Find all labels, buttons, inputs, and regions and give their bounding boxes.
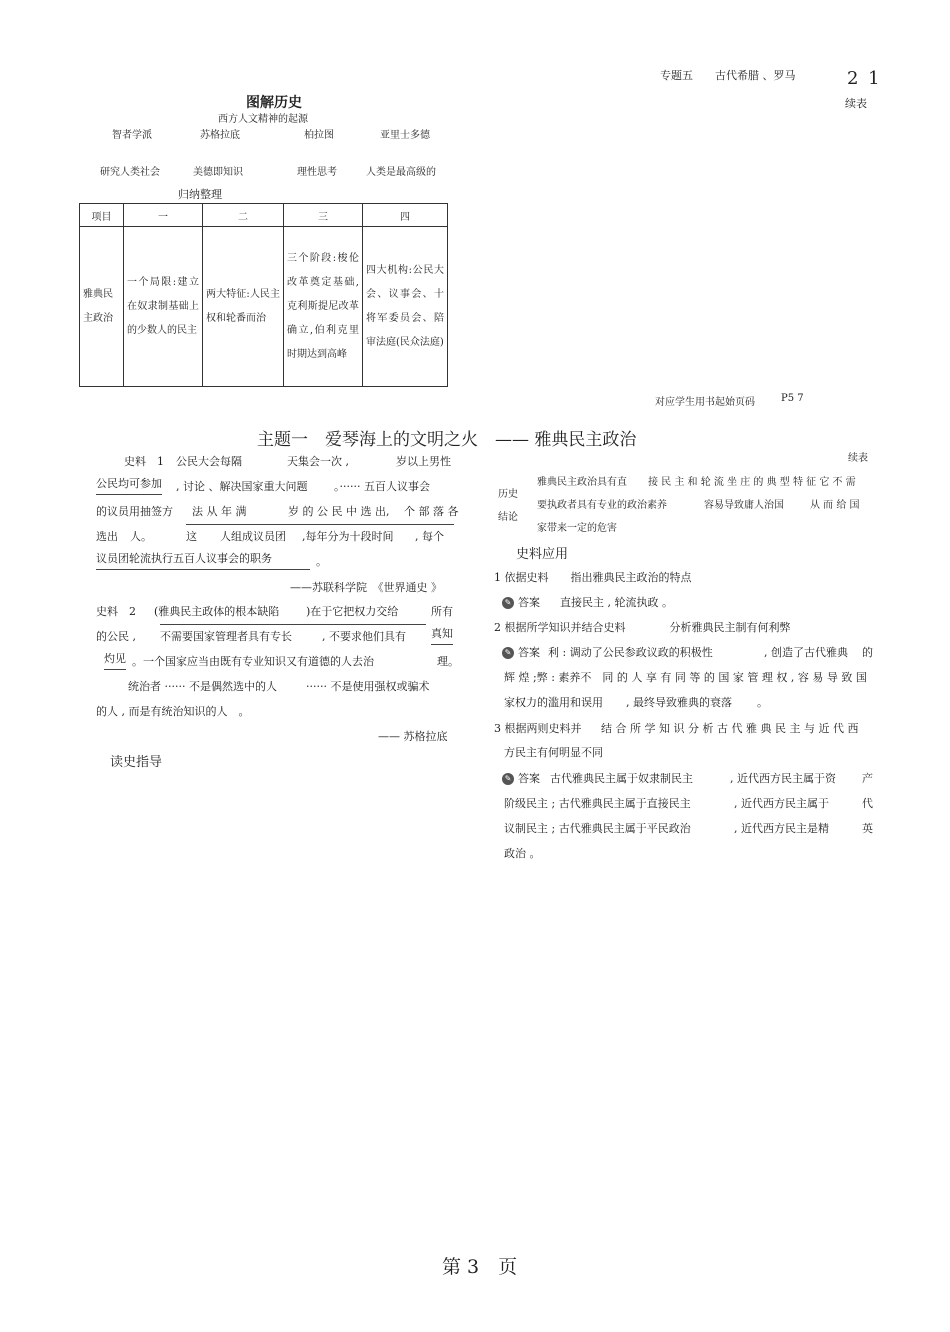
chapter-title: 古代希腊 、罗马: [715, 69, 796, 82]
answer-3: [502, 766, 540, 791]
source1-text: 个 部 落 各: [404, 505, 459, 518]
conclusion-text: 家带来一定的危害: [537, 523, 617, 534]
answer-3-text: , 近代西方民主是精: [734, 822, 829, 835]
answer-label: 答案: [518, 646, 540, 659]
source1-text: 公民大会每隔: [176, 455, 242, 468]
source2-text: 不需要国家管理者具有专长: [160, 630, 292, 643]
answer-icon: ✎: [502, 773, 514, 785]
source2-text: )在于它把权力交给: [306, 605, 399, 618]
source1-text: 天集会一次 ,: [287, 455, 349, 468]
answer-3-text: 英: [862, 822, 873, 835]
source2-underlined: 真知: [431, 624, 453, 645]
answer-3-text: 议制民主 ; 古代雅典民主属于平民政治: [504, 822, 691, 835]
answer-icon: ✎: [502, 647, 514, 659]
answer-1: [502, 590, 540, 615]
question-2: 2 根据所学知识并结合史料 分析雅典民主制有何利弊: [494, 621, 791, 634]
answer-label: 答案: [518, 772, 540, 785]
cell-limitation: 一个局限:建立在奴隶制基础上的少数人的民主: [124, 227, 203, 387]
source2-text: 。一个国家应当由既有专业知识又有道德的人去治: [132, 655, 374, 668]
answer-label: 答案: [518, 596, 540, 609]
source2-text: 的人 , 而是有统治知识的人 。: [96, 705, 250, 718]
header-item: 项目: [80, 204, 124, 227]
conclusion-text: 雅典民主政治具有直: [537, 477, 627, 488]
answer-3-text: 政治 。: [504, 847, 541, 860]
source1-text: 法 从 年 满: [192, 505, 247, 518]
source2-label: 史料 2: [96, 605, 136, 618]
question-3: 方民主有何明显不同: [504, 746, 603, 759]
question-3: 3 根据两则史料并: [494, 722, 582, 735]
source1-text: 选出: [96, 530, 118, 543]
question-1: 1 依据史料 指出雅典民主政治的特点: [494, 571, 692, 584]
idea-3: 理性思考: [297, 167, 337, 178]
source2-text: 所有: [431, 605, 453, 618]
philosopher-3: 柏拉图: [304, 130, 334, 141]
idea-2: 美德即知识: [193, 167, 243, 178]
conclusion-text: 从 而 给 国: [810, 500, 860, 511]
answer-3-text: 阶级民主 ; 古代雅典民主属于直接民主: [504, 797, 691, 810]
source2-text: (雅典民主政体的根本缺陷: [154, 605, 280, 618]
source2-citation: —— 苏格拉底: [378, 730, 448, 743]
philosopher-2: 苏格拉底: [200, 130, 240, 141]
answer-2-text: , 创造了古代雅典: [764, 646, 848, 659]
page-ref-label: 对应学生用书起始页码: [655, 397, 755, 408]
source1-text: 。······ 五百人议事会: [334, 480, 430, 493]
source1-text: 岁 的 公 民 中 选 出,: [288, 505, 390, 518]
source2-underlined: 灼见: [104, 649, 126, 670]
source1-text: , 讨论 、解决国家重大问题: [176, 480, 308, 493]
reading-guide-heading: 读史指导: [110, 755, 163, 770]
cell-institutions: 四大机构:公民大会、议事会、十将军委员会、陪审法庭(民众法庭): [363, 227, 448, 387]
answer-icon: ✎: [502, 597, 514, 609]
footer-page-number: 第 3 页: [442, 1256, 518, 1278]
chapter-label: 专题五: [660, 69, 693, 82]
source1-text: 人。: [130, 530, 152, 543]
theme-title: 主题一 爱琴海上的文明之火 —— 雅典民主政治: [257, 430, 637, 450]
cell-stages: 三个阶段:梭伦改革奠定基础,克利斯提尼改革确立,伯利克里时期达到高峰: [284, 227, 363, 387]
source1-text: ,每年分为十段时间: [302, 530, 394, 543]
source1-label: 史料 1: [124, 455, 164, 468]
question-3: 结 合 所 学 知 识 分 析 古 代 雅 典 民 主 与 近 代 西: [601, 722, 859, 735]
section-heading: 史料应用: [516, 547, 569, 562]
conclusion-label-2: 结论: [498, 512, 518, 523]
answer-1-text: 直接民主 , 轮流执政 。: [560, 596, 673, 609]
source2-text: , 不要求他们具有: [322, 630, 406, 643]
source2-text: 理。: [437, 655, 459, 668]
idea-4: 人类是最高级的: [366, 167, 436, 178]
answer-3-text: , 近代西方民主属于资: [730, 772, 836, 785]
header-3: 三: [284, 204, 363, 227]
answer-3-text: 古代雅典民主属于奴隶制民主: [550, 772, 693, 785]
header-1: 一: [124, 204, 203, 227]
summary-title: 归纳整理: [178, 188, 222, 201]
diagram-logo: 图解历史: [246, 95, 302, 111]
answer-2-text: 。: [757, 696, 768, 709]
answer-3-text: , 近代西方民主属于: [734, 797, 829, 810]
answer-3-text: 代: [862, 797, 873, 810]
source2-text: 统治者 ······ 不是偶然选中的人: [128, 680, 277, 693]
idea-1: 研究人类社会: [100, 167, 160, 178]
source1-underlined: 议员团轮流执行五百人议事会的职务: [96, 549, 310, 570]
source2-text: 的公民 ,: [96, 630, 136, 643]
header-2: 二: [203, 204, 284, 227]
row-label: 雅典民主政治: [80, 227, 124, 387]
conclusion-text: 接 民 主 和 轮 流 坐 庄 的 典 型 特 征 它 不 需: [648, 477, 856, 488]
source1-text: 。: [316, 555, 327, 568]
header-4: 四: [363, 204, 448, 227]
answer-3-text: 产: [862, 772, 873, 785]
answer-2-text: 的: [862, 646, 873, 659]
source1-text: , 每个: [415, 530, 444, 543]
continued-label: 续表: [845, 97, 867, 110]
source1-text: 岁以上男性: [396, 455, 451, 468]
answer-2-text: 利 : 调动了公民参政议政的积极性: [548, 646, 713, 659]
continued-label-2: 续表: [848, 453, 868, 464]
source1-citation: ——苏联科学院 《世界通史 》: [290, 581, 442, 594]
summary-table: [79, 203, 448, 387]
answer-2-text: , 最终导致雅典的衰落: [626, 696, 732, 709]
source1-underlined: 公民均可参加: [96, 474, 162, 495]
source1-text: 这: [186, 530, 197, 543]
conclusion-label-1: 历史: [498, 489, 518, 500]
page-ref-value: P5 7: [781, 393, 804, 404]
philosopher-1: 智者学派: [112, 130, 152, 141]
answer-2: [502, 640, 540, 665]
source2-text: ······ 不是使用强权或骗术: [306, 680, 430, 693]
page-number: 2 1: [847, 68, 882, 89]
source1-text: 的议员用抽签方: [96, 505, 173, 518]
answer-2-text: 辉 煌 ;弊 : 素养不 同 的 人 享 有 同 等 的 国 家 管 理 权 , 容 易 导 致 国: [504, 671, 867, 684]
philosopher-4: 亚里士多德: [380, 130, 430, 141]
cell-features: 两大特征:人民主权和轮番而治: [203, 227, 284, 387]
diagram-title: 西方人文精神的起源: [218, 114, 308, 125]
answer-2-text: 家权力的滥用和误用: [504, 696, 603, 709]
source1-text: 人组成议员团: [220, 530, 286, 543]
conclusion-text: 要执政者具有专业的政治素养: [537, 500, 667, 511]
conclusion-text: 容易导致庸人治国: [704, 500, 784, 511]
